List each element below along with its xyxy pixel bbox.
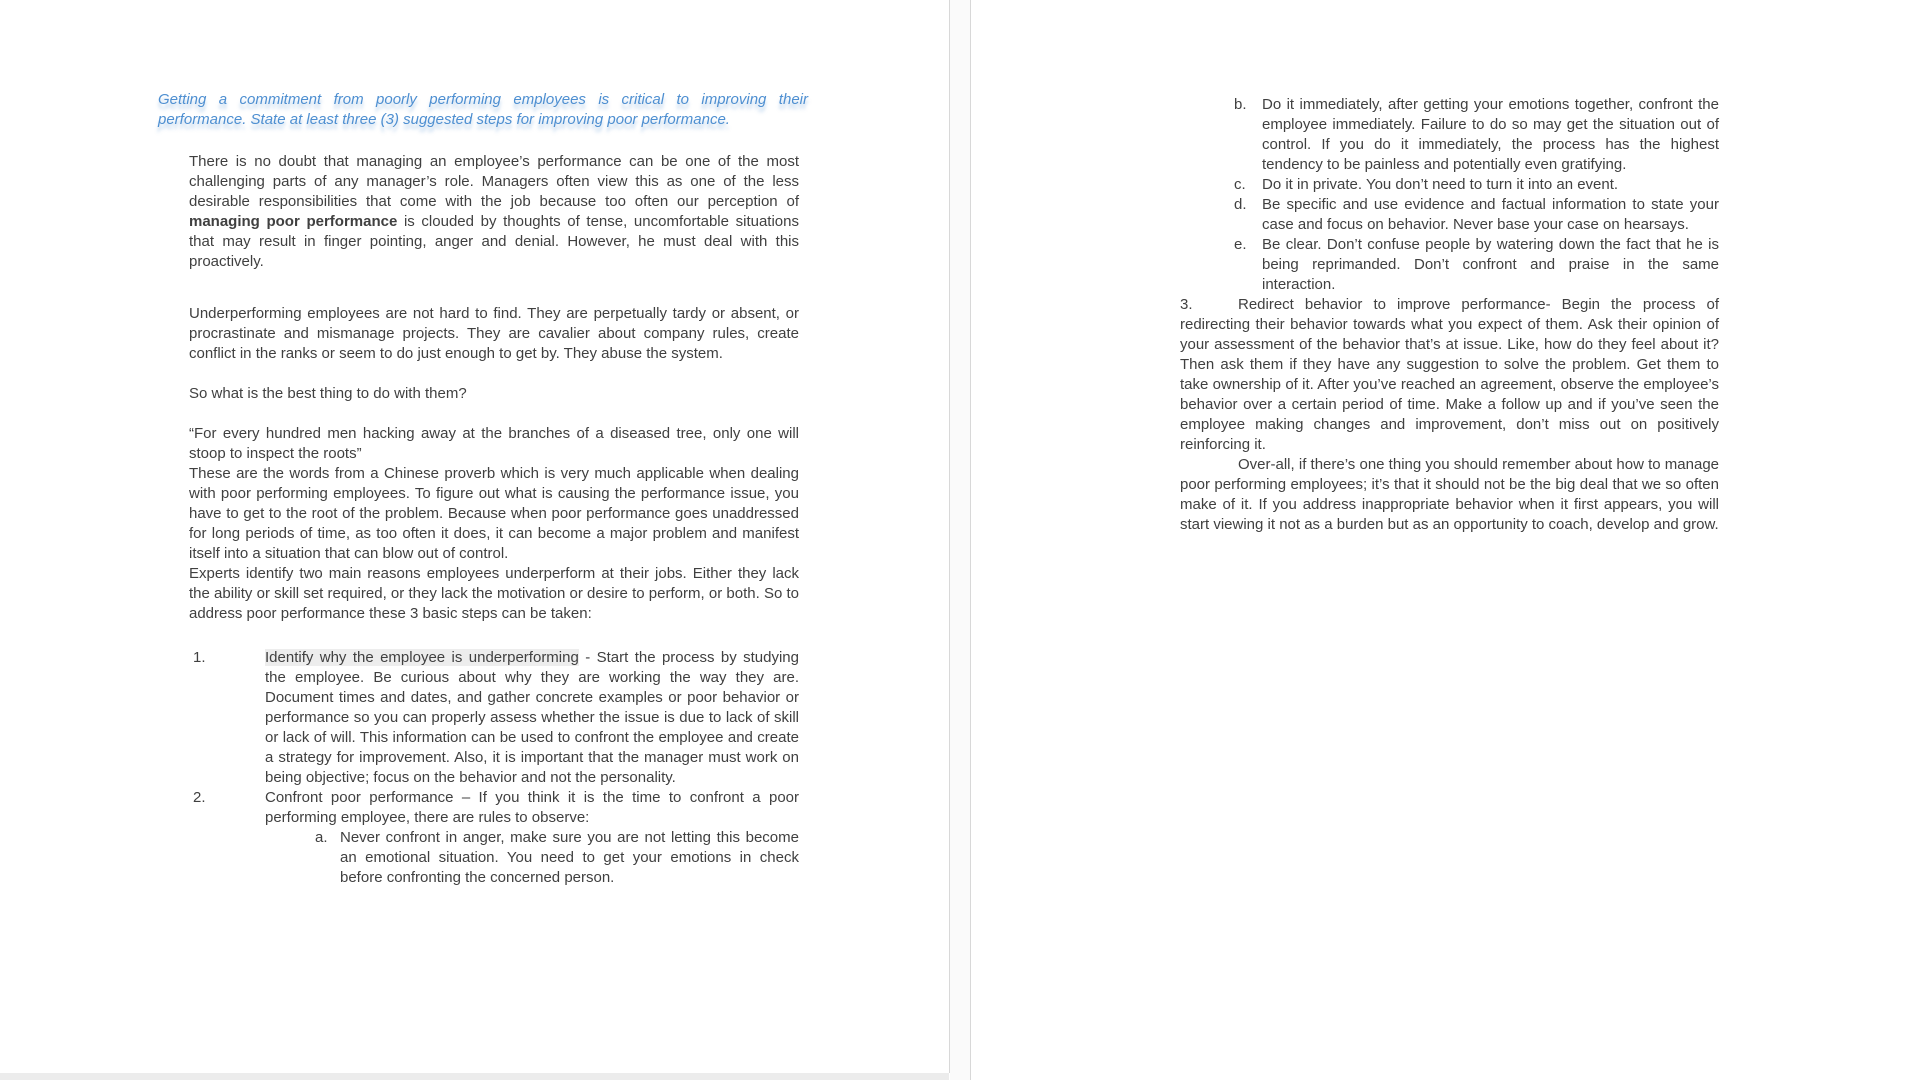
paragraph-underperforming: Underperforming employees are not hard to find. They are perpetually tardy or absent, or procrastinate and mismanage projects. They are cavalier about company rules, create conflict in the ranks or seem to do just enough to get by. They abuse the system. — [189, 305, 799, 362]
list-item-text: Redirect behavior to improve performance- Begin the process of redirecting their behavior towards what you expect of them. Ask their opinion of your assessment of the behavior that’s at issue. Like, how do they feel about it? Then ask them if they have any suggestion to solve the problem. Get them to take ownership of it. After you’ve reached an agreement, observe the employee’s behavior over a certain period of time. Make a follow up and if you’ve seen the employee making changes and improvement, don’t miss out on positively reinforcing it. — [1180, 296, 1719, 453]
lettered-item-a — [189, 828, 799, 888]
lettered-item-c — [1180, 175, 1719, 195]
body-column — [189, 152, 799, 888]
list-item-text: Do it immediately, after getting your emotions together, confront the employee immediately. Failure to do so may get the situation out of control. If you do it immediately, the process has the highest tendency to be painless and potentially even gratifying. — [1262, 96, 1719, 173]
paragraph-conclusion: Over-all, if there’s one thing you should remember about how to manage poor performing employees; it’s that it should not be the big deal that we so often make of it. If you address inappropriate behavior when it first appears, you will start viewing it not as a burden but as an opportunity to coach, develop and grow. — [1180, 456, 1719, 533]
question-heading: Getting a commitment from poorly performing employees is critical to improving their performance. State at least three (3) suggested steps for improving poor performance. — [158, 91, 808, 128]
list-marker: 3. — [1180, 296, 1193, 313]
paragraph-proverb-explained: These are the words from a Chinese proverb which is very much applicable when dealing with poor performing employees. To figure out what is causing the performance issue, you have to get to the root of the problem. Because when poor performance goes unaddressed for long periods of time, as too often it does, it can become a major problem and manifest itself into a situation that can blow out of control. — [189, 465, 799, 562]
numbered-item-1 — [189, 648, 799, 788]
paragraph-intro: There is no doubt that managing an employee’s performance can be one of the most challenging parts of any manager’s role. Managers often view this as one of the less desirable responsibilities that come with the job because too often our perception of managing poor performance is clouded by thoughts of tense, uncomfortable situations that may result in finger pointing, anger and denial. However, he must deal with this proactively. — [189, 153, 799, 270]
list-marker: b. — [1234, 96, 1247, 113]
page-left-content — [158, 90, 808, 888]
lettered-item-b — [1180, 95, 1719, 175]
page-right-content — [1180, 95, 1719, 535]
page-left — [0, 0, 950, 1073]
numbered-item-2 — [189, 788, 799, 828]
numbered-item-3 — [1180, 295, 1719, 455]
lettered-item-e — [1180, 235, 1719, 295]
page-right — [970, 0, 1920, 1080]
paragraph-experts: Experts identify two main reasons employees underperform at their jobs. Either they lack the ability or skill set required, or they lack the motivation or desire to perform, or both. So to address poor performance these 3 basic steps can be taken: — [189, 565, 799, 622]
list-marker: d. — [1234, 196, 1247, 213]
list-marker: 2. — [193, 789, 206, 806]
list-item-text: Confront poor performance – If you think it is the time to confront a poor performing employee, there are rules to observe: — [265, 789, 799, 826]
list-marker: e. — [1234, 236, 1247, 253]
list-marker: c. — [1234, 176, 1246, 193]
list-item-text: Never confront in anger, make sure you are not letting this become an emotional situation. You need to get your emotions in check before confronting the concerned person. — [340, 829, 799, 886]
paragraph-question: So what is the best thing to do with them? — [189, 385, 467, 402]
list-item-text: Be clear. Don’t confuse people by watering down the fact that he is being reprimanded. Don’t confront and praise in the same interaction. — [1262, 236, 1719, 293]
list-item-text: Do it in private. You don’t need to turn it into an event. — [1262, 176, 1619, 193]
list-item-text: Identify why the employee is underperforming - Start the process by studying the employee. Be curious about why they are working the way they are. Document times and dates, and gather concrete examples or poor behavior or performance so you can properly assess whether the issue is due to lack of skill or lack of will. This information can be used to confront the employee and create a strategy for improvement. Also, it is important that the manager must work on being objective; focus on the behavior and not the personality. — [265, 649, 799, 786]
lettered-item-d — [1180, 195, 1719, 235]
page-bottom-edge — [0, 1073, 949, 1080]
paragraph-proverb-quote: “For every hundred men hacking away at the branches of a diseased tree, only one will stoop to inspect the roots” — [189, 425, 799, 462]
list-item-text: Be specific and use evidence and factual information to state your case and focus on behavior. Never base your case on hearsays. — [1262, 196, 1719, 233]
list-marker: 1. — [193, 649, 206, 666]
page-gap — [950, 0, 970, 1080]
list-marker: a. — [315, 829, 328, 846]
